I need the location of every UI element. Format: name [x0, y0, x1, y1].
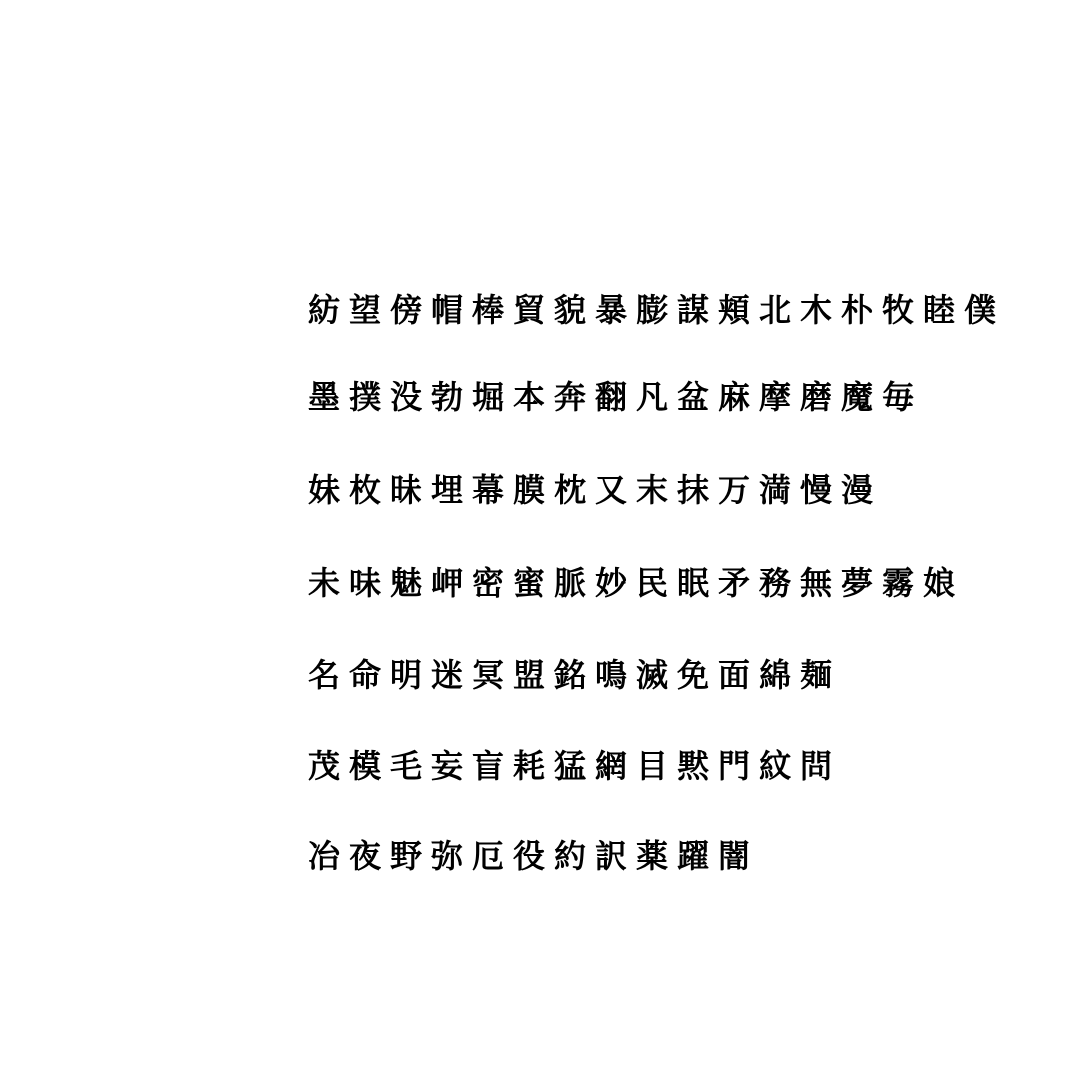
kanji-row-4: 未味魅岬密蜜脈妙民眠矛務無夢霧娘 — [308, 564, 965, 602]
kanji-row-1: 紡望傍帽棒貿貌暴膨謀頬北木朴牧睦僕 — [308, 291, 1006, 329]
kanji-row-2: 墨撲没勃堀本奔翻凡盆麻摩磨魔毎 — [308, 378, 924, 416]
kanji-row-5: 名命明迷冥盟銘鳴滅免面綿麺 — [308, 656, 842, 694]
kanji-row-3: 妹枚昧埋幕膜枕又末抹万満慢漫 — [308, 471, 883, 509]
kanji-row-6: 茂模毛妄盲耗猛網目黙門紋問 — [308, 747, 842, 785]
kanji-row-7: 冶夜野弥厄役約訳薬躍闇 — [308, 837, 760, 875]
